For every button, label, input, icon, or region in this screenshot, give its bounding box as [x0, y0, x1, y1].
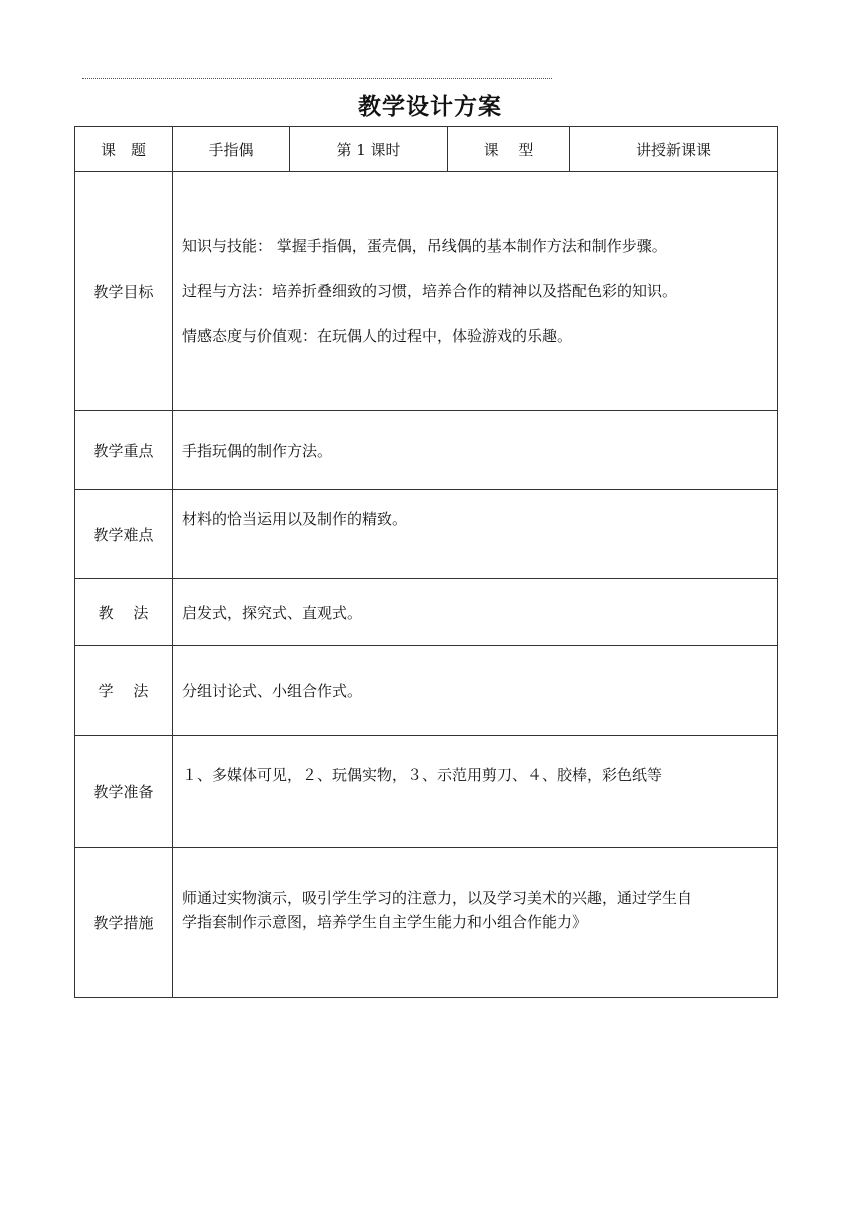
- goal-process: 过程与方法：培养折叠细致的习惯，培养合作的精神以及搭配色彩的知识。: [182, 282, 678, 300]
- topic-label: 课 题: [75, 127, 173, 172]
- methods-label: 教 法: [75, 579, 173, 646]
- study-label: 学 法: [75, 646, 173, 736]
- lesson-count: 第 1 课时: [290, 127, 448, 172]
- lesson-plan-table: [74, 126, 778, 998]
- difficulties-label: 教学难点: [75, 490, 173, 579]
- document-title: 教学设计方案: [358, 93, 502, 120]
- key-points-text: 手指玩偶的制作方法。: [173, 411, 778, 490]
- difficulties-text: 材料的恰当运用以及制作的精致。: [173, 490, 778, 579]
- measures-content: [173, 848, 778, 998]
- measures-line-1: 师通过实物演示，吸引学生学习的注意力，以及学习美术的兴趣，通过学生自: [182, 889, 693, 907]
- goal-knowledge: 知识与技能： 掌握手指偶，蛋壳偶，吊线偶的基本制作方法和制作步骤。: [182, 237, 667, 255]
- goals-content: [173, 172, 778, 411]
- measures-label: 教学措施: [75, 848, 173, 998]
- prep-label: 教学准备: [75, 736, 173, 848]
- difficulties-row: [75, 490, 778, 579]
- goals-row: [75, 172, 778, 411]
- header-row: [75, 127, 778, 172]
- goals-label: 教学目标: [75, 172, 173, 411]
- measures-line-2: 学指套制作示意图，培养学生自主学生能力和小组合作能力》: [182, 913, 588, 931]
- methods-row: [75, 579, 778, 646]
- lesson-type-label: 课 型: [448, 127, 570, 172]
- prep-text: １、多媒体可见，２、玩偶实物，３、示范用剪刀、４、胶棒，彩色纸等: [173, 736, 778, 848]
- key-points-row: [75, 411, 778, 490]
- topic-value: 手指偶: [173, 127, 290, 172]
- key-points-label: 教学重点: [75, 411, 173, 490]
- study-text: 分组讨论式、小组合作式。: [173, 646, 778, 736]
- prep-row: [75, 736, 778, 848]
- lesson-type-value: 讲授新课课: [570, 127, 778, 172]
- header-dotted-rule: [82, 78, 552, 79]
- methods-text: 启发式，探究式、直观式。: [173, 579, 778, 646]
- goal-attitude: 情感态度与价值观：在玩偶人的过程中，体验游戏的乐趣。: [182, 327, 573, 345]
- study-row: [75, 646, 778, 736]
- measures-row: [75, 848, 778, 998]
